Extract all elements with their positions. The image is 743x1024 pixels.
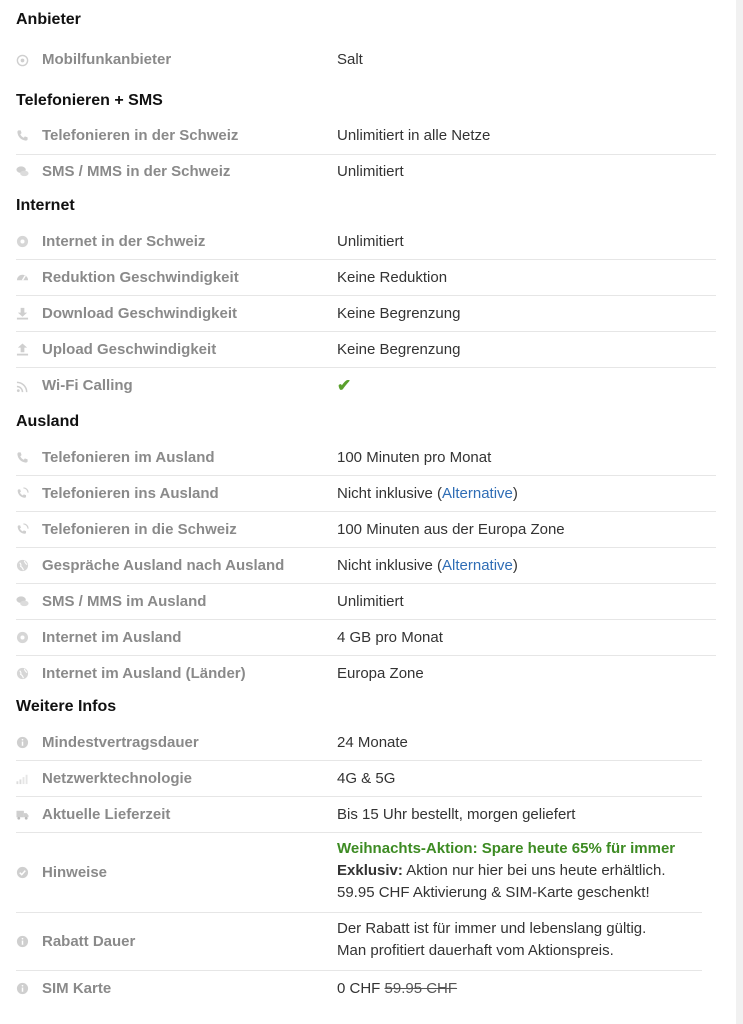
row-value: 100 Minuten pro Monat [337, 449, 492, 466]
row-label: Internet im Ausland [42, 629, 182, 646]
row-value: Unlimitiert in alle Netze [337, 127, 491, 144]
row-value: Europa Zone [337, 665, 424, 682]
section-title-calls-sms: Telefonieren + SMS [16, 92, 163, 109]
row-value: 4 GB pro Monat [337, 629, 443, 646]
row-value: Bis 15 Uhr bestellt, morgen geliefert [337, 806, 576, 823]
row-label: Telefonieren in die Schweiz [42, 521, 237, 538]
row-label: Reduktion Geschwindigkeit [42, 269, 239, 286]
row-abroad-to-abroad [16, 548, 716, 584]
row-value: 24 Monate [337, 734, 408, 751]
row-sim-card [16, 971, 702, 1006]
globe-icon [16, 631, 29, 644]
row-value: Keine Reduktion [337, 269, 448, 286]
row-wifi-calling [16, 368, 716, 404]
download-icon [16, 307, 29, 320]
speedometer-icon [16, 271, 29, 284]
row-label: Rabatt Dauer [42, 933, 136, 950]
globe-icon [16, 235, 29, 248]
row-value: Unlimitiert [337, 163, 404, 180]
check-icon: ✔ [337, 376, 352, 395]
row-label: SIM Karte [42, 980, 112, 997]
info-icon [16, 982, 29, 995]
discount-line-2: Man profitiert dauerhaft vom Aktionspreis. [337, 942, 614, 959]
row-delivery-time [16, 797, 702, 833]
row-calls-ch [16, 119, 716, 155]
row-calls-abroad [16, 440, 716, 476]
row-label: Internet im Ausland (Länder) [42, 665, 246, 682]
row-label: Mindestvertragsdauer [42, 734, 199, 751]
row-label: Telefonieren im Ausland [42, 449, 215, 466]
exclusive-label: Exklusiv: [337, 862, 403, 879]
value-suffix: ) [512, 485, 518, 502]
row-label: Hinweise [42, 864, 108, 881]
row-value: Keine Begrenzung [337, 341, 461, 358]
promo-text: Weihnachts-Aktion: Spare heute 65% für immer [337, 840, 676, 857]
row-internet-abroad [16, 620, 716, 656]
row-network-tech [16, 761, 702, 797]
section-title-more-info: Weitere Infos [16, 698, 117, 715]
row-notes [16, 833, 702, 913]
phone-icon [16, 451, 29, 464]
old-price: 59.95 CHF [384, 980, 458, 997]
row-label: Aktuelle Lieferzeit [42, 806, 171, 823]
sim-price [337, 978, 457, 1000]
row-label: Internet in der Schweiz [42, 233, 206, 250]
row-value: 100 Minuten aus der Europa Zone [337, 521, 565, 538]
row-label: Telefonieren in der Schweiz [42, 127, 239, 144]
notes-content [337, 838, 675, 904]
phone-outgoing-icon [16, 487, 29, 500]
row-internet-abroad-countries [16, 656, 716, 691]
row-calls-to-ch [16, 512, 716, 548]
provider-link[interactable]: Salt [337, 51, 363, 68]
row-value: 4G & 5G [337, 770, 396, 787]
alternative-link[interactable]: Alternative [442, 485, 513, 502]
section-title-internet: Internet [16, 197, 75, 214]
truck-icon [16, 808, 29, 821]
section-title-abroad: Ausland [16, 413, 80, 430]
row-mobile-provider [16, 46, 716, 76]
row-value: Keine Begrenzung [337, 305, 461, 322]
phone-incoming-icon [16, 523, 29, 536]
row-speed-reduction [16, 260, 716, 296]
row-sms-abroad [16, 584, 716, 620]
row-internet-ch [16, 224, 716, 260]
row-value [337, 483, 518, 505]
globe-icon [16, 559, 29, 572]
row-download-speed [16, 296, 716, 332]
scrollbar-edge [736, 0, 743, 1024]
wifi-icon [16, 380, 29, 393]
exclusive-line [337, 860, 675, 882]
value-prefix: Nicht inklusive ( [337, 557, 443, 574]
row-min-contract [16, 725, 702, 761]
row-sms-ch [16, 155, 716, 189]
row-label: Gespräche Ausland nach Ausland [42, 557, 285, 574]
row-upload-speed [16, 332, 716, 368]
value-prefix: Nicht inklusive ( [337, 485, 443, 502]
row-label: SMS / MMS in der Schweiz [42, 163, 231, 180]
upload-icon [16, 343, 29, 356]
row-label: Telefonieren ins Ausland [42, 485, 219, 502]
current-price: 0 CHF [337, 980, 381, 997]
globe-icon [16, 667, 29, 680]
section-title-provider: Anbieter [16, 11, 81, 28]
row-value [337, 555, 518, 577]
alternative-link[interactable]: Alternative [442, 557, 513, 574]
row-value: Unlimitiert [337, 593, 404, 610]
row-label: Download Geschwindigkeit [42, 305, 238, 322]
row-value: Unlimitiert [337, 233, 404, 250]
row-label: Mobilfunkanbieter [42, 51, 172, 68]
discount-content [337, 918, 646, 962]
discount-line-1: Der Rabatt ist für immer und lebenslang gültig. [337, 920, 647, 937]
chat-bubbles-icon [16, 165, 29, 178]
chat-bubbles-icon [16, 595, 29, 608]
row-label: Netzwerktechnologie [42, 770, 193, 787]
info-icon [16, 935, 29, 948]
row-label: SMS / MMS im Ausland [42, 593, 207, 610]
row-calls-to-abroad [16, 476, 716, 512]
value-suffix: ) [512, 557, 518, 574]
phone-icon [16, 129, 29, 142]
check-circle-icon [16, 866, 29, 879]
target-icon [16, 54, 29, 67]
info-icon [16, 736, 29, 749]
row-discount-duration [16, 913, 702, 971]
row-label: Upload Geschwindigkeit [42, 341, 217, 358]
row-label: Wi-Fi Calling [42, 377, 133, 394]
signal-bars-icon [16, 772, 29, 785]
activation-line: 59.95 CHF Aktivierung & SIM-Karte geschenkt! [337, 884, 650, 901]
exclusive-text: Aktion nur hier bei uns heute erhältlich. [402, 862, 666, 879]
